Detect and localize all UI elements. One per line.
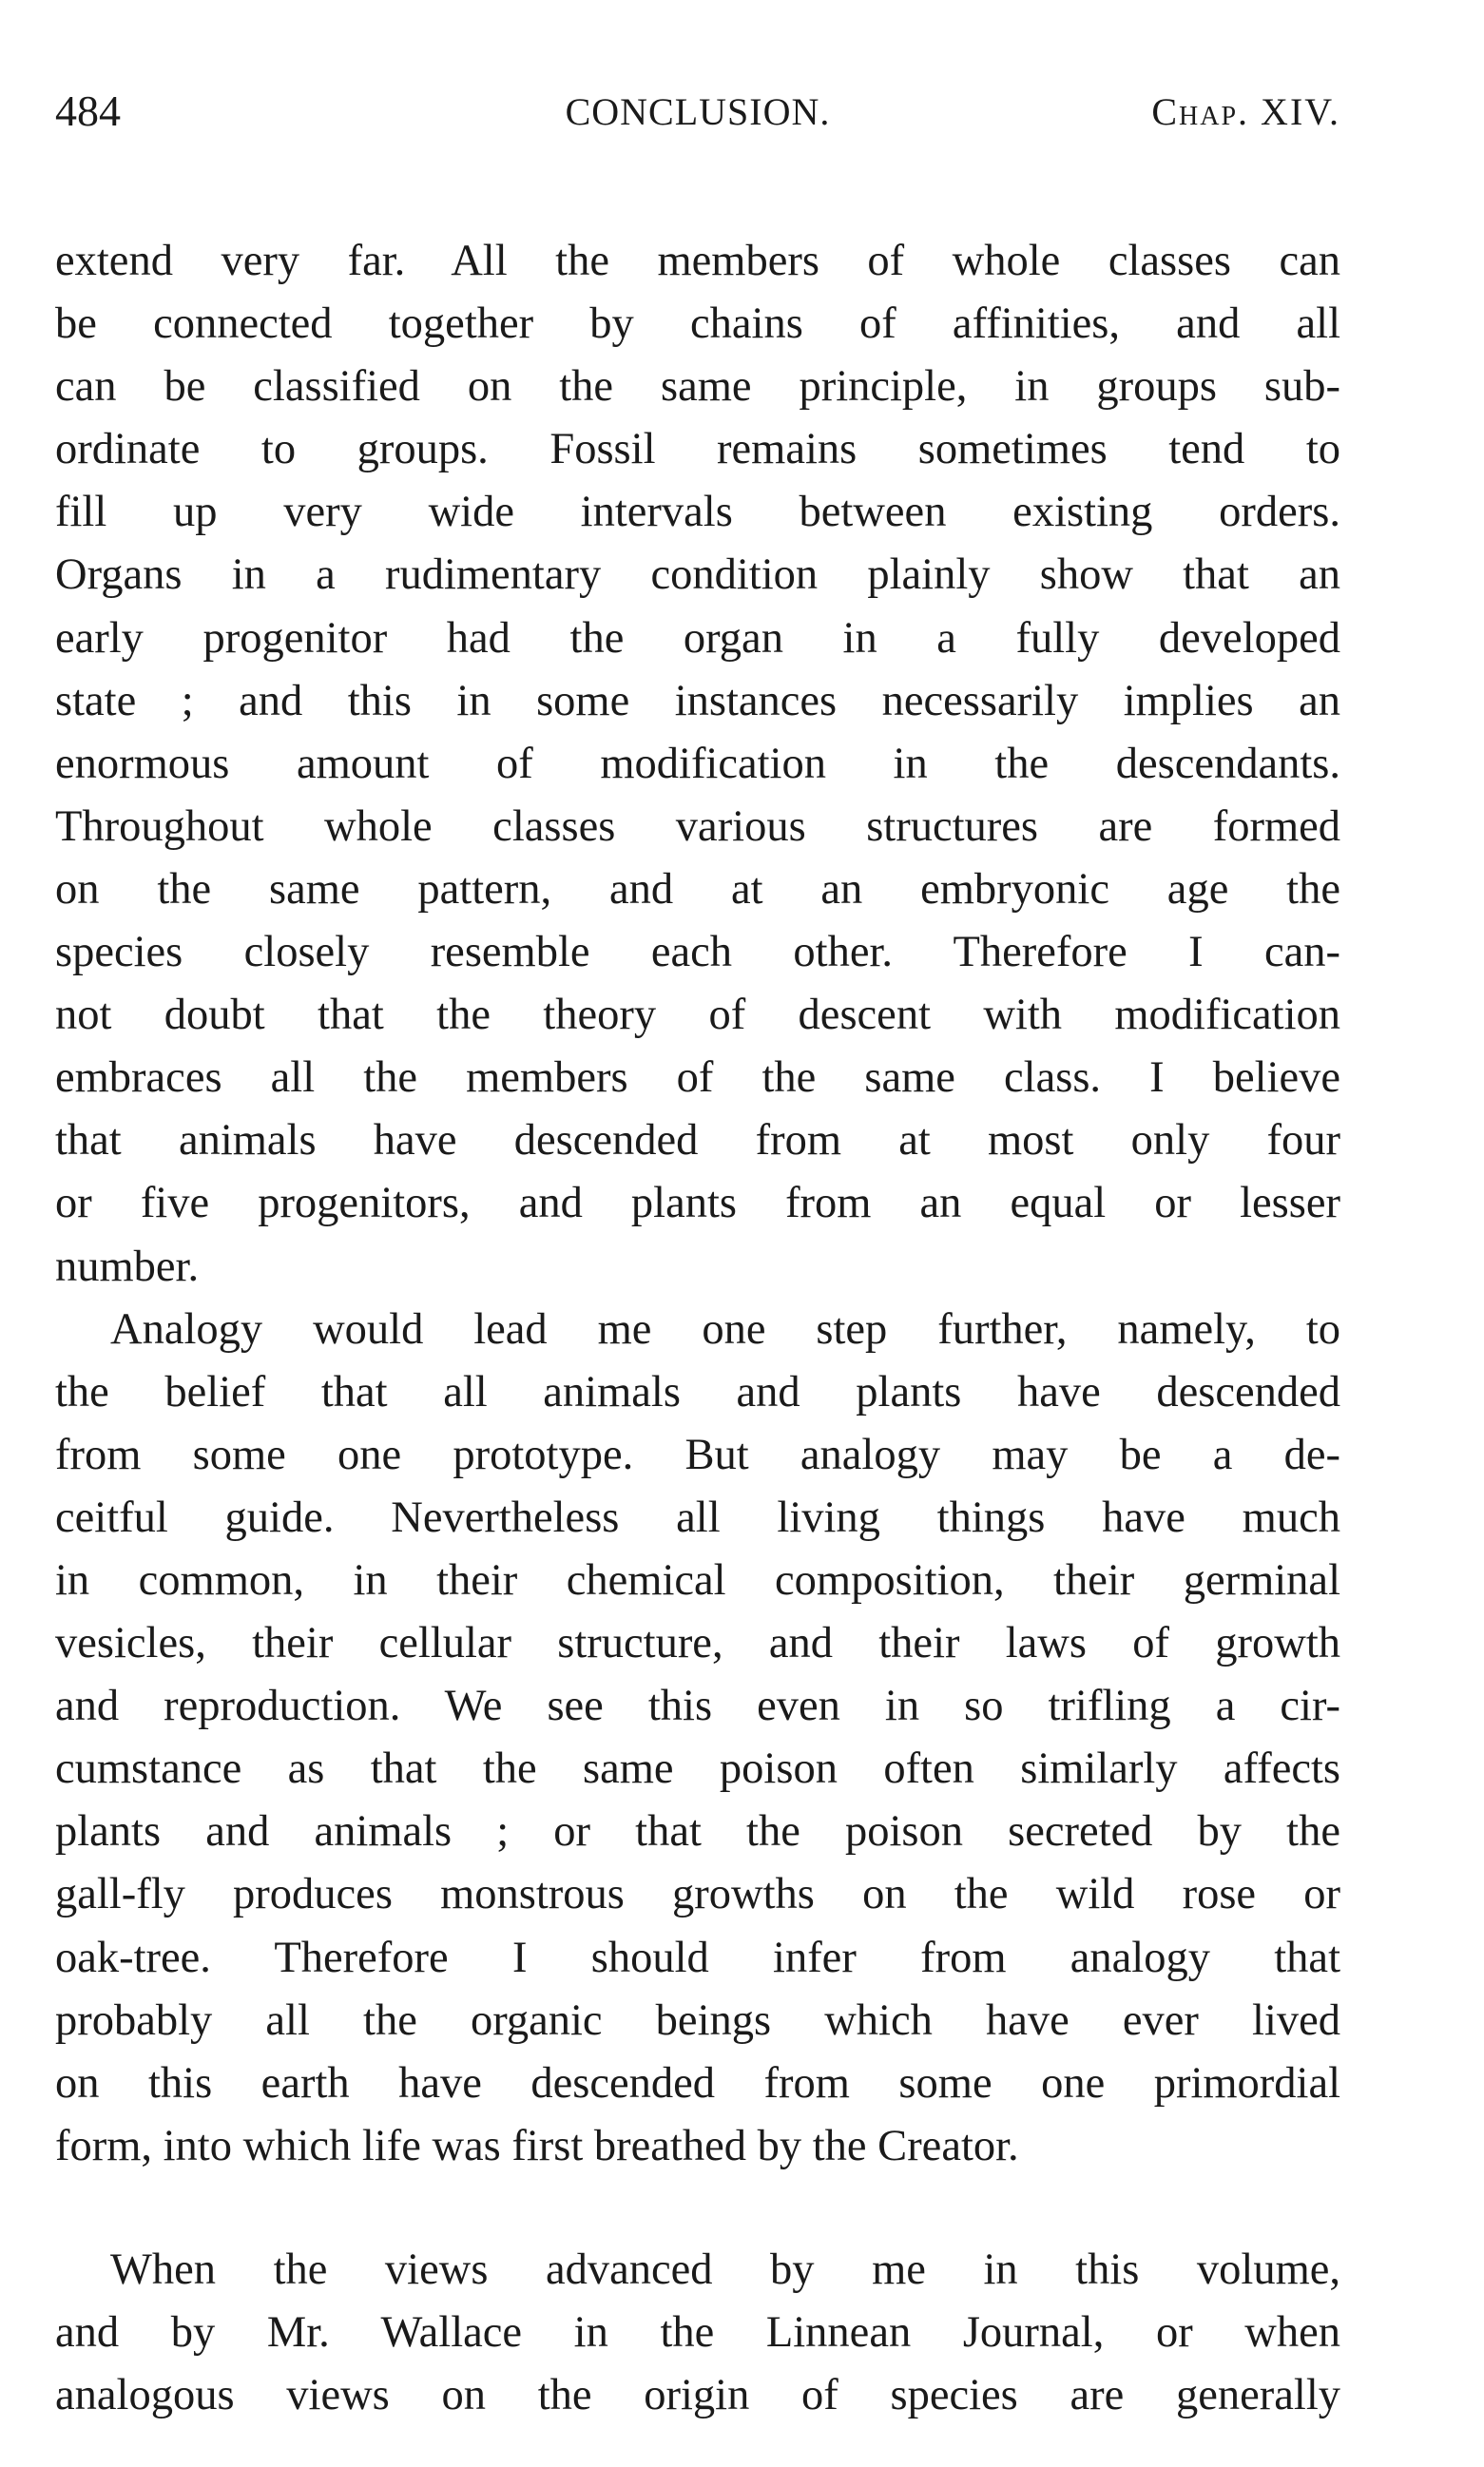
book-page — [55, 86, 1340, 2427]
text-line: form, into which life was first breathed by the Creator. — [55, 2121, 1019, 2170]
text-line: on this earth have descended from some one primordial — [55, 2058, 1340, 2108]
running-head — [55, 86, 1340, 143]
text-line: early progenitor had the organ in a fully developed — [55, 613, 1340, 663]
body-text — [55, 230, 1340, 2427]
text-line: not doubt that the theory of descent with modification — [55, 991, 1340, 1040]
text-line: Analogy would lead me one step further, namely, to — [110, 1304, 1340, 1354]
text-line: and by Mr. Wallace in the Linnean Journal, or when — [55, 2308, 1340, 2357]
text-line: be connected together by chains of affinities, and all — [55, 299, 1340, 349]
text-line: Organs in a rudimentary condition plainly show that an — [55, 550, 1340, 600]
text-line: enormous amount of modification in the descendants. — [55, 739, 1340, 788]
paragraph-2 — [55, 1299, 1340, 2178]
text-line: plants and animals ; or that the poison secreted by the — [55, 1807, 1340, 1857]
text-line: or five progenitors, and plants from an equal or lesser — [55, 1179, 1340, 1228]
text-line: that animals have descended from at most only four — [55, 1116, 1340, 1166]
text-line: probably all the organic beings which have ever lived — [55, 1995, 1340, 2045]
text-line: cumstance as that the same poison often similarly affects — [55, 1744, 1340, 1794]
chapter-reference: Chap. XIV. — [1151, 90, 1340, 133]
text-line: state ; and this in some instances necessarily implies an — [55, 676, 1340, 725]
text-line: species closely resemble each other. Therefore I can- — [55, 928, 1340, 977]
text-line: ordinate to groups. Fossil remains sometimes tend to — [55, 425, 1340, 474]
text-line: the belief that all animals and plants have descended — [55, 1367, 1340, 1417]
text-line: vesicles, their cellular structure, and their laws of growth — [55, 1619, 1340, 1668]
text-line: can be classified on the same principle, in groups sub- — [55, 362, 1340, 412]
paragraph-3 — [55, 2239, 1340, 2427]
text-line: number. — [55, 1242, 200, 1291]
text-line: gall-fly produces monstrous growths on the wild rose or — [55, 1870, 1340, 1919]
page-number: 484 — [55, 87, 121, 135]
text-line: When the views advanced by me in this volume, — [110, 2245, 1340, 2294]
text-line: on the same pattern, and at an embryonic age the — [55, 864, 1340, 914]
paragraph-1 — [55, 230, 1340, 1299]
text-line: embraces all the members of the same class. I believe — [55, 1053, 1340, 1103]
text-line: extend very far. All the members of whole classes can — [55, 237, 1340, 285]
text-line: and reproduction. We see this even in so trifling a cir- — [55, 1682, 1340, 1731]
section-break — [55, 2178, 1340, 2239]
text-line: in common, in their chemical composition, their germinal — [55, 1555, 1340, 1605]
text-line: fill up very wide intervals between existing orders. — [55, 488, 1340, 537]
text-line: Throughout whole classes various structures are formed — [55, 801, 1340, 851]
text-line: oak-tree. Therefore I should infer from analogy that — [55, 1933, 1340, 1982]
text-line: analogous views on the origin of species are generally — [55, 2371, 1340, 2420]
text-line: ceitful guide. Nevertheless all living things have much — [55, 1493, 1340, 1542]
text-line: from some one prototype. But analogy may be a de- — [55, 1430, 1340, 1479]
running-title: CONCLUSION. — [565, 90, 831, 133]
